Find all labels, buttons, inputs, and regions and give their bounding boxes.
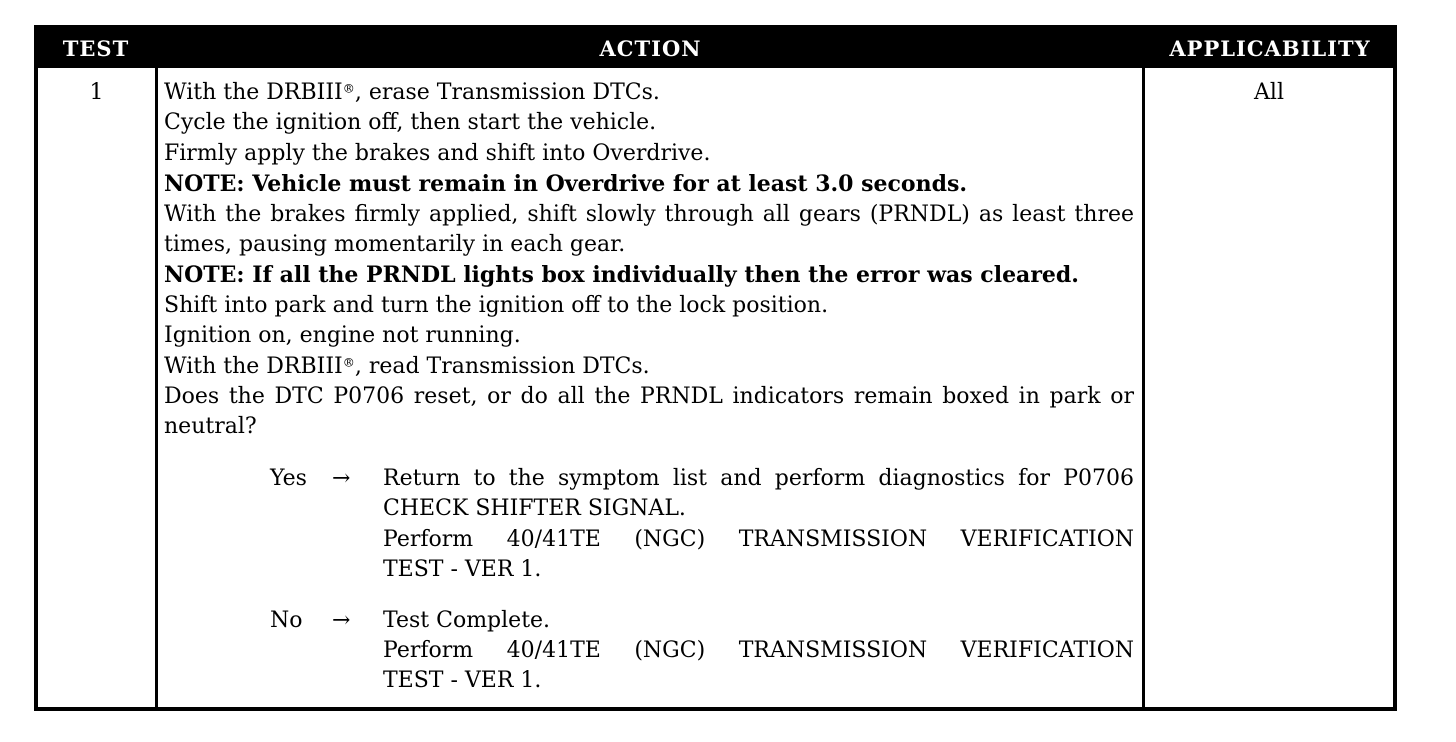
- action-line: Ignition on, engine not running.: [164, 323, 521, 349]
- header-action: ACTION: [599, 36, 702, 61]
- yes-line: Return to the symptom list and perform diagnostics for P0706: [383, 465, 1134, 491]
- header-applicability: APPLICABILITY: [1169, 36, 1371, 61]
- action-line: Firmly apply the brakes and shift into Overdrive.: [164, 140, 711, 166]
- no-line: TEST - VER 1.: [383, 668, 542, 694]
- action-cell: [164, 68, 1134, 707]
- column-divider: [155, 68, 158, 707]
- action-line: [164, 352, 1134, 382]
- test-number-cell: [38, 68, 155, 707]
- action-text: With the DRBIII: [164, 353, 343, 379]
- right-arrow-icon: →: [332, 607, 351, 633]
- yes-line: CHECK SHIFTER SIGNAL.: [383, 496, 686, 522]
- action-line: With the brakes firmly applied, shift slowly through all gears (PRNDL) as least three: [164, 201, 1134, 227]
- note-line: NOTE: If all the PRNDL lights box individually then the error was cleared.: [164, 262, 1079, 289]
- action-text: With the DRBIII: [164, 80, 343, 105]
- note-line: NOTE: Vehicle must remain in Overdrive for at least 3.0 seconds.: [164, 171, 968, 198]
- yes-branch: [270, 464, 1134, 586]
- action-line: times, pausing momentarily in each gear.: [164, 232, 626, 258]
- diagnostic-test-table: [34, 25, 1397, 711]
- action-line: Does the DTC P0706 reset, or do all the PRNDL indicators remain boxed in park or: [164, 384, 1134, 410]
- registered-mark: ®: [342, 355, 355, 370]
- action-text: , read Transmission DTCs.: [354, 353, 650, 379]
- no-branch: [270, 606, 1134, 697]
- yes-label: Yes: [270, 465, 307, 491]
- action-line: Cycle the ignition off, then start the vehicle.: [164, 110, 657, 136]
- test-number: 1: [89, 80, 104, 105]
- action-text: , erase Transmission DTCs.: [354, 80, 660, 105]
- right-arrow-icon: →: [332, 465, 351, 491]
- registered-mark: ®: [342, 81, 355, 96]
- yes-line: TEST - VER 1.: [383, 557, 542, 583]
- action-line: [164, 78, 1134, 108]
- yes-line: Perform 40/41TE (NGC) TRANSMISSION VERIFICATION: [383, 526, 1134, 552]
- no-line: Test Complete.: [383, 607, 551, 633]
- yes-body: [383, 464, 1134, 586]
- no-line: Perform 40/41TE (NGC) TRANSMISSION VERIFICATION: [383, 637, 1134, 663]
- action-line: Shift into park and turn the ignition off to the lock position.: [164, 292, 829, 318]
- action-line: neutral?: [164, 414, 257, 440]
- applicability-value: All: [1254, 80, 1284, 105]
- no-body: [383, 606, 1134, 697]
- header-test: TEST: [62, 36, 130, 61]
- no-label: No: [270, 607, 303, 633]
- applicability-cell: [1145, 68, 1393, 707]
- table-header-row: [38, 29, 1393, 68]
